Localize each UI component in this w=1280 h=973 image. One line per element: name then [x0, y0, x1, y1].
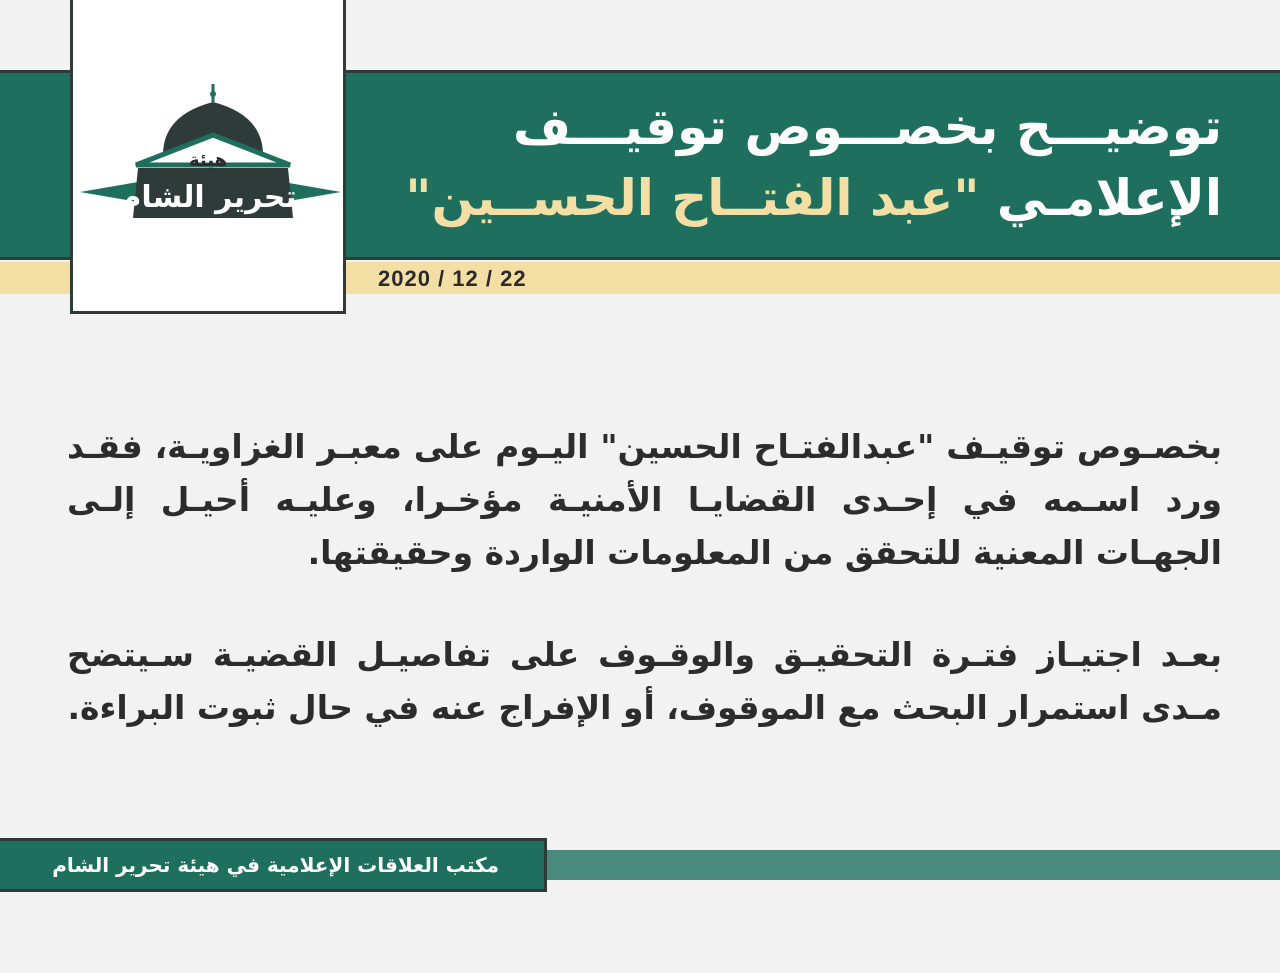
logo-small-text: هيئة [188, 150, 228, 171]
paragraph-2: بعـد اجتيـاز فتـرة التحقيـق والوقـوف على تفاصيـل القضيـة سـيتضح مـدى استمرار البحث مع الموقوف، أو الإفراج عنه في حال ثبوت البراءة. [67, 635, 1222, 727]
footer-office-text: مكتب العلاقات الإعلامية في هيئة تحرير الشام [52, 853, 499, 877]
publish-date: 2020 / 12 / 22 [378, 266, 527, 291]
title-line-2 [405, 162, 1222, 234]
logo-big-text: تحرير الشام [119, 180, 297, 215]
page-title [405, 92, 1222, 234]
title-line-2-yellow: "عبد الفتــاح الحســين" [405, 169, 980, 227]
footer-box [0, 838, 547, 892]
paragraph-1: بخصـوص توقيـف "عبدالفتـاح الحسين" اليـوم على معبـر الغزاويـة، فقـد ورد اسـمه في إحـدى القضايـا الأمنيـة مؤخـرا، وعليـه أحيـل إلـى الجهـات المعنية للتحقق من المعلومات الواردة وحقيقتها. [67, 427, 1222, 572]
logo-box [70, 0, 346, 314]
title-line-2-white: الإعلامـي [979, 169, 1222, 227]
title-line-1: توضيـــح بخصـــوص توقيـــف [512, 98, 1222, 156]
